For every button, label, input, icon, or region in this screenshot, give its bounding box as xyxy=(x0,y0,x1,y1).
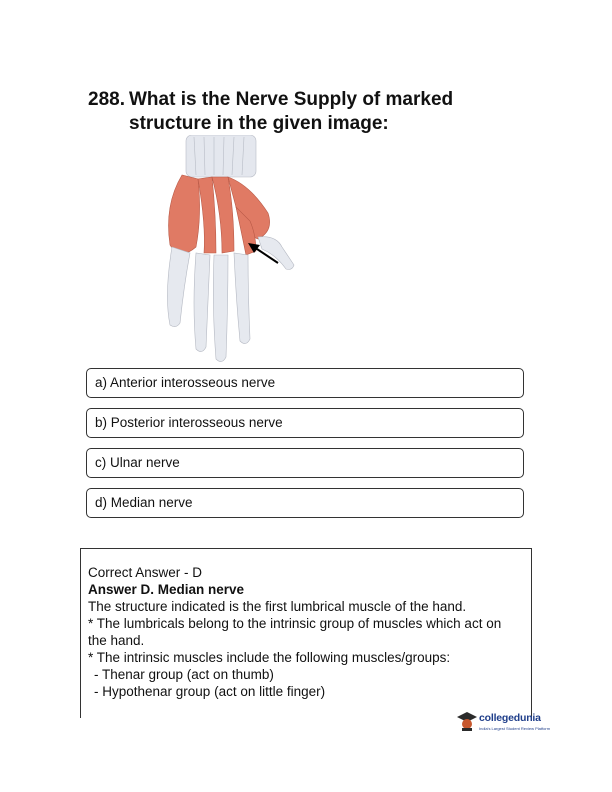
option-d[interactable]: d) Median nerve xyxy=(86,488,524,518)
option-a[interactable]: a) Anterior interosseous nerve xyxy=(86,368,524,398)
explanation-line: * The lumbricals belong to the intrinsic group of muscles which act on the hand. xyxy=(88,616,502,648)
option-b[interactable]: b) Posterior interosseous nerve xyxy=(86,408,524,438)
answer-content xyxy=(88,564,518,700)
fingers xyxy=(167,237,294,362)
hand-anatomy-image xyxy=(150,135,310,365)
palm-muscles xyxy=(169,175,270,255)
question-number: 288. xyxy=(88,89,125,110)
logo-tagline: India's Largest Student Review Platform xyxy=(479,726,551,731)
wrist-tendons xyxy=(186,135,256,177)
explanation-line: - Hypothenar group (act on little finger) xyxy=(94,684,326,699)
explanation-line: * The intrinsic muscles include the following muscles/groups: xyxy=(88,650,451,665)
explanation-line: - Thenar group (act on thumb) xyxy=(94,667,274,682)
collegedunia-logo xyxy=(456,708,566,736)
question-text: What is the Nerve Supply of marked structure in the given image: xyxy=(129,89,454,134)
logo-name: collegedunia xyxy=(479,712,541,724)
answer-heading: Answer D. Median nerve xyxy=(88,582,245,597)
correct-answer: Correct Answer - D xyxy=(88,565,203,580)
option-c[interactable]: c) Ulnar nerve xyxy=(86,448,524,478)
explanation-line: The structure indicated is the first lumbrical muscle of the hand. xyxy=(88,599,467,614)
graduation-cap-icon xyxy=(456,710,478,732)
question xyxy=(88,88,528,136)
